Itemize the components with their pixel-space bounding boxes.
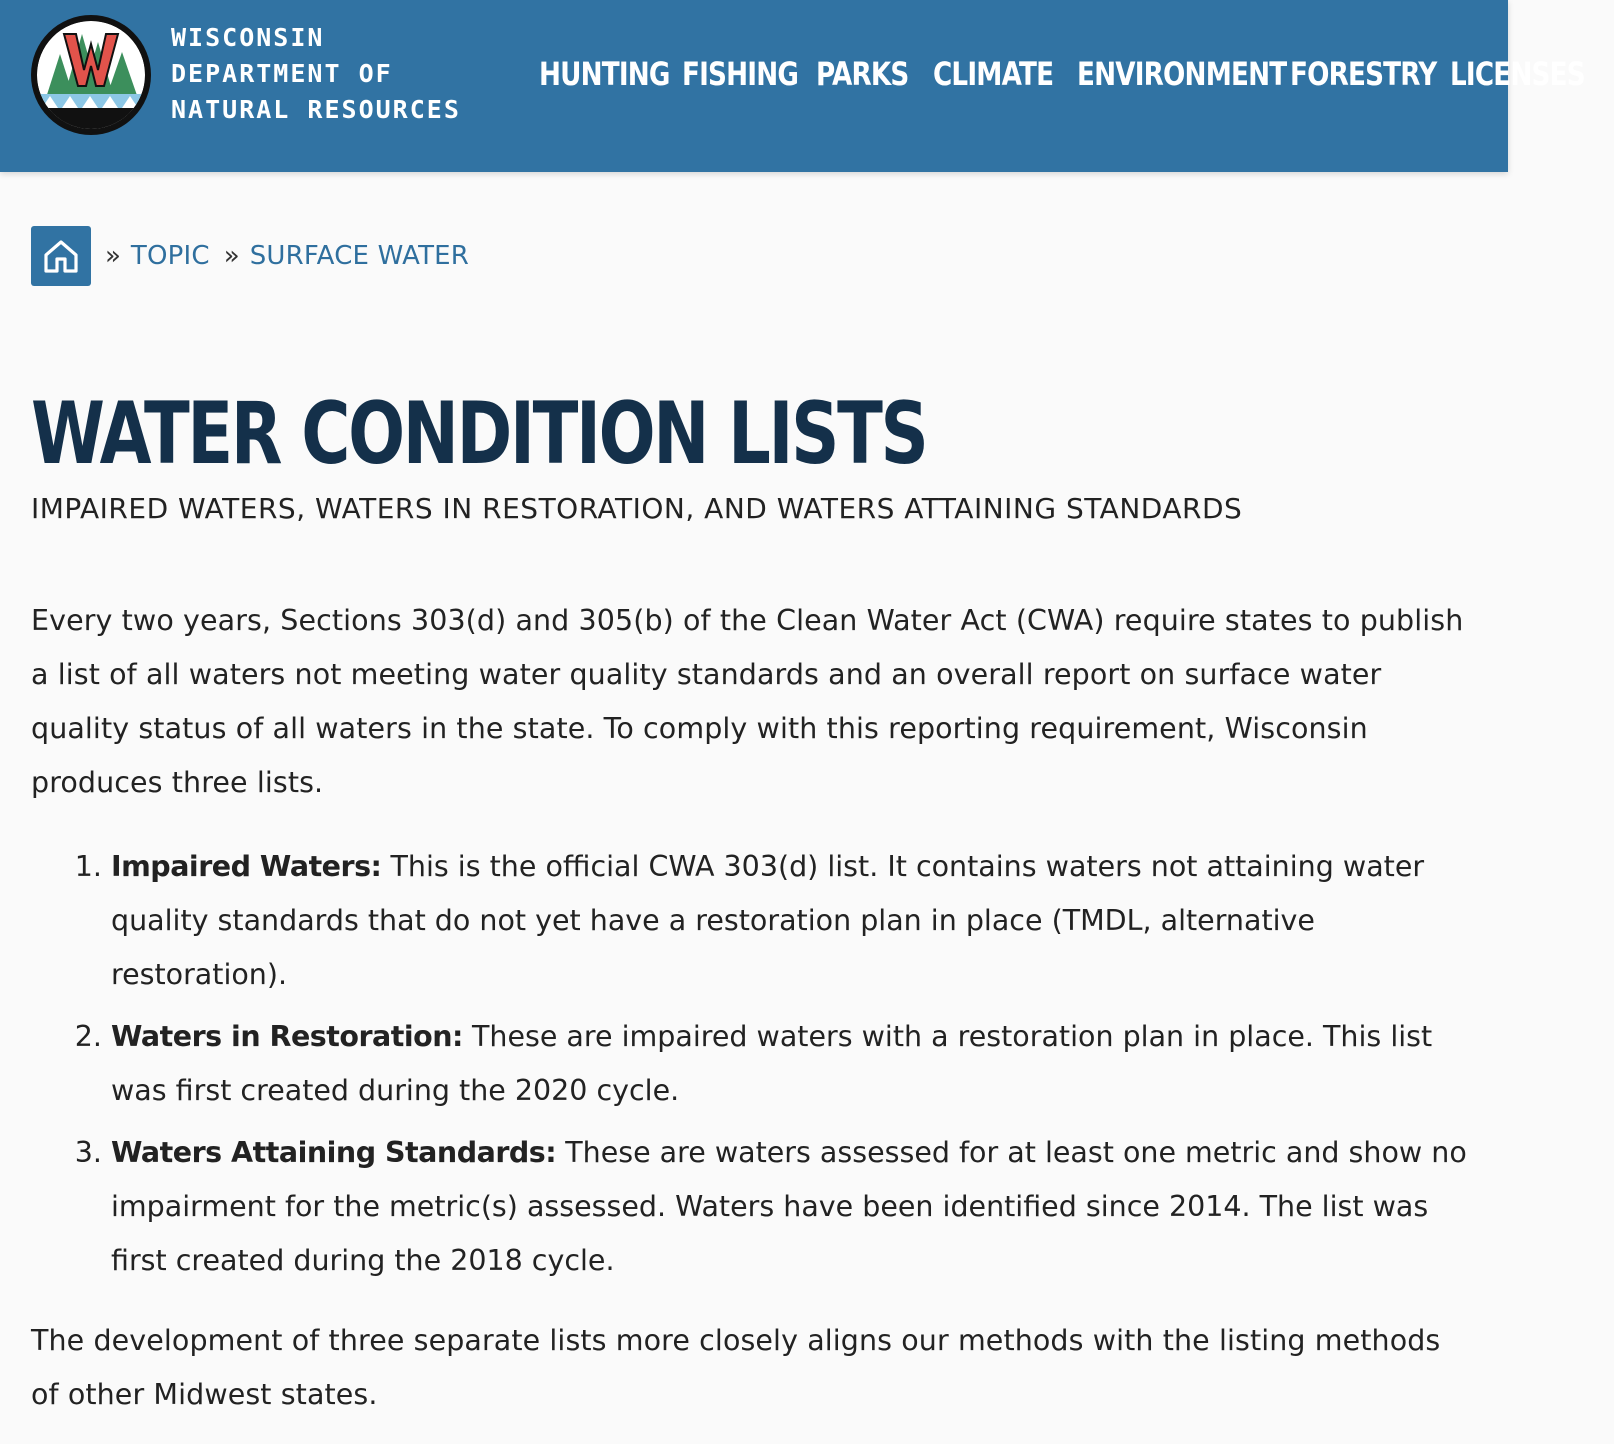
main-content: [31, 594, 1471, 1422]
agency-line-1: WISCONSIN: [171, 23, 325, 52]
breadcrumb-separator: »: [223, 241, 240, 271]
list-item-term: Waters Attaining Standards:: [111, 1136, 557, 1169]
agency-name[interactable]: [171, 20, 461, 128]
breadcrumb-surface-water[interactable]: SURFACE WATER: [249, 241, 470, 271]
nav-hunting[interactable]: HUNTING: [539, 55, 670, 93]
list-item: [111, 1126, 1471, 1288]
nav-licenses[interactable]: LICENSES: [1450, 55, 1585, 93]
nav-parks[interactable]: PARKS: [816, 55, 909, 93]
list-item-text: These are waters assessed for at least one metric and show no impairment for the metric(s) assessed. Waters have been identified since 2014. The list was first created during the 2018 cycle.: [111, 1136, 1467, 1277]
agency-line-2: DEPARTMENT OF: [171, 59, 393, 88]
nav-fishing[interactable]: FISHING: [682, 55, 799, 93]
page-title: WATER CONDITION LISTS: [31, 384, 927, 484]
list-item: [111, 1010, 1471, 1118]
dnr-logo[interactable]: [30, 14, 152, 136]
list-item-term: Waters in Restoration:: [111, 1020, 463, 1053]
intro-paragraph: Every two years, Sections 303(d) and 305(b) of the Clean Water Act (CWA) require states to publish a list of all waters not meeting water quality standards and an overall report on surface water quality status of all waters in the state. To comply with this reporting requirement, Wisconsin produces three lists.: [31, 604, 1464, 799]
site-header: [0, 0, 1585, 172]
list-item-text: These are impaired waters with a restoration plan in place. This list was first created during the 2020 cycle.: [111, 1020, 1433, 1107]
home-icon: [42, 237, 80, 275]
breadcrumb-topic[interactable]: TOPIC: [130, 241, 210, 271]
list-item-text: This is the official CWA 303(d) list. It contains waters not attaining water quality standards that do not yet have a restoration plan in place (TMDL, alternative restoration).: [111, 850, 1425, 991]
nav-climate[interactable]: CLIMATE: [933, 55, 1054, 93]
dnr-logo-icon: [30, 14, 152, 136]
closing-paragraph: The development of three separate lists more closely aligns our methods with the listing methods of other Midwest states.: [31, 1324, 1441, 1411]
nav-environment[interactable]: ENVIRONMENT: [1077, 55, 1287, 93]
breadcrumb-home[interactable]: [31, 226, 91, 286]
nav-forestry[interactable]: FORESTRY: [1290, 55, 1437, 93]
list-item-term: Impaired Waters:: [111, 850, 382, 883]
main-nav: [539, 54, 1614, 94]
breadcrumb-separator: »: [105, 241, 121, 271]
breadcrumb: [31, 226, 469, 286]
agency-line-3: NATURAL RESOURCES: [171, 95, 461, 124]
lists-ordered-list: [31, 840, 1471, 1288]
list-item: [111, 840, 1471, 1002]
page-subtitle: IMPAIRED WATERS, WATERS IN RESTORATION, AND WATERS ATTAINING STANDARDS: [31, 492, 1243, 525]
